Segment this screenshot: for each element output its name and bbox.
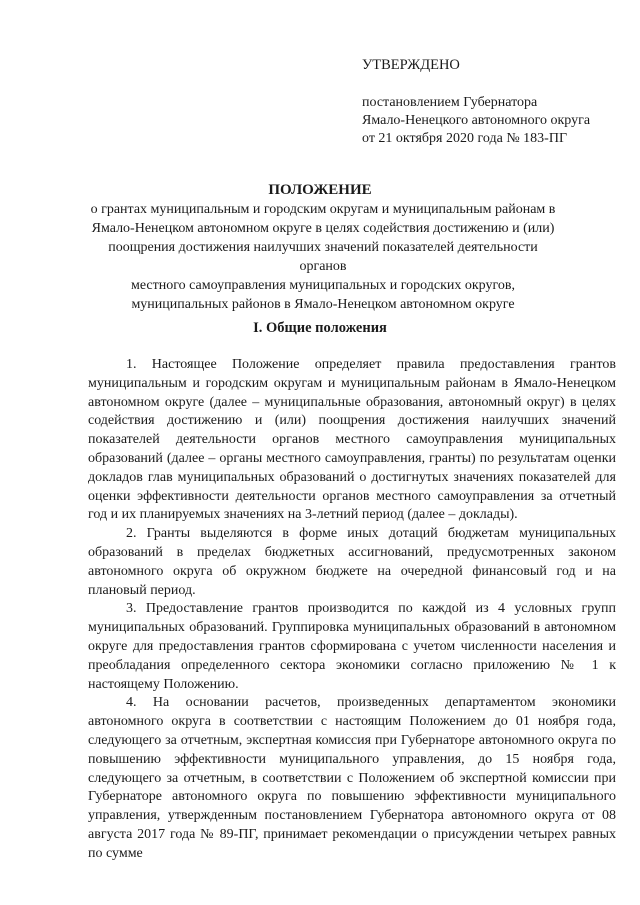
subtitle-line: Ямало-Ненецком автономном округе в целях содействия достижению и (или) [91,221,555,236]
document-body [88,356,616,864]
approval-stamp [362,56,622,148]
approval-line: Ямало-Ненецкого автономного округа [362,113,591,128]
subtitle-line: о грантах муниципальным и городским округам и муниципальным районам в [90,202,556,217]
subtitle-line: местного самоуправления муниципальных и городских округов, [131,278,515,293]
approval-line: постановлением Губернатора [362,95,538,110]
paragraph-2: 2. Гранты выделяются в форме иных дотаций бюджетам муниципальных образований в пределах бюджетных ассигнований, предусмотренных законом автономного округа об окружном бюджете на очередной финансовый год и на плановый период. [88,526,616,598]
paragraph-1: 1. Настоящее Положение определяет правила предоставления грантов муниципальным и городским округам и муниципальным районам в Ямало-Ненецком автономном округе (далее – муниципальные образования, автономный округ) в целях содействия достижению и (или) поощрения достижения наилучших значений показателей деятельности органов местного самоуправления муниципальных образований (далее – органы местного самоуправления, гранты) по результатам оценки докладов глав муниципальных образований о достигнутых значениях показателей для оценки эффективности деятельности органов местного самоуправления за отчетный год и их планируемых значениях на 3-летний период (далее – доклады). [88,357,616,523]
section-heading: I. Общие положения [253,320,387,336]
approval-line: от 21 октября 2020 года № 183-ПГ [362,131,568,146]
paragraph-4: 4. На основании расчетов, произведенных департаментом экономики автономного округа в соответствии с настоящим Положением до 01 ноября года, следующего за отчетным, экспертная комиссия при Губернаторе автономного округа по повышению эффективности муниципального управления, до 15 ноября года, следующего за отчетным, в соответствии с Положением об экспертной комиссии при Губернаторе автономного округа по повышению эффективности муниципального управления, утвержденным постановлением Губернатора автономного округа от 08 августа 2017 года № 89-ПГ, принимает рекомендации о присуждении четырех равных по сумме [88,695,616,861]
paragraph-3: 3. Предоставление грантов производится по каждой из 4 условных групп муниципальных образований. Группировка муниципальных образований в автономном округе для предоставления грантов сформирована с учетом численности населения и преобладания определенного сектора экономики согласно приложению № 1 к настоящему Положению. [88,601,616,692]
subtitle-line: поощрения достижения наилучших значений показателей деятельности органов [108,240,538,274]
document-title: ПОЛОЖЕНИЕ [268,182,372,198]
approval-header: УТВЕРЖДЕНО [362,57,460,73]
subtitle-line: муниципальных районов в Ямало-Ненецком автономном округе [131,297,515,312]
document-subtitle [88,200,558,314]
